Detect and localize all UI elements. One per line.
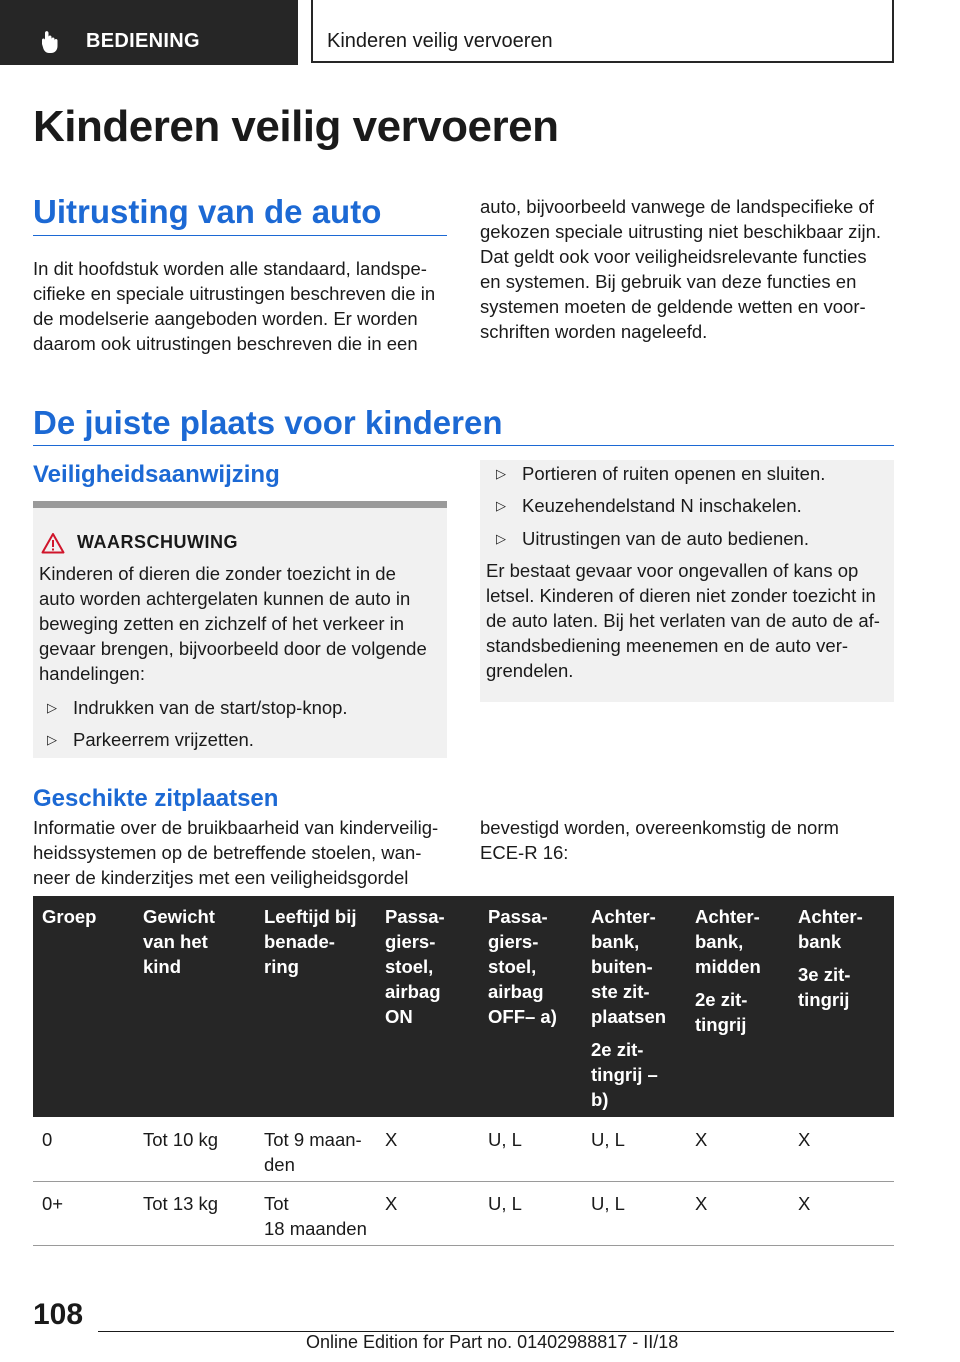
header-line: bank, bbox=[695, 931, 744, 952]
header-line: Groep bbox=[42, 906, 97, 927]
header-line: ste zit‐ bbox=[591, 981, 650, 1002]
warning-triangle-icon bbox=[41, 532, 65, 554]
header-line: Achter‐ bbox=[591, 906, 656, 927]
cell-line: 18 maanden bbox=[264, 1218, 367, 1239]
list-item bbox=[496, 526, 809, 551]
header-line: airbag bbox=[488, 981, 544, 1002]
text-line: auto worden achtergelaten kunnen de auto in bbox=[39, 588, 411, 609]
list-item-text: Keuzehendelstand N inschakelen. bbox=[522, 495, 802, 516]
table-header-cell bbox=[695, 904, 761, 1037]
text-line: In dit hoofdstuk worden alle standaard, landspe‐ bbox=[33, 258, 427, 279]
header-line: Achter‐ bbox=[695, 906, 760, 927]
table-header-cell bbox=[385, 904, 445, 1029]
chapter-label: Kinderen veilig vervoeren bbox=[327, 30, 553, 52]
header-line: 2e zit‐ bbox=[695, 989, 748, 1010]
table-cell bbox=[488, 1127, 522, 1152]
table-cell bbox=[695, 1191, 707, 1216]
text-line: Er bestaat gevaar voor ongevallen of kans op bbox=[486, 560, 859, 581]
table-cell bbox=[42, 1191, 63, 1216]
header-line: stoel, bbox=[385, 956, 434, 977]
table-header bbox=[33, 896, 894, 1117]
bullet-triangle-icon: ▷ bbox=[496, 466, 506, 481]
text-line: beweging zetten en zichzelf of het verkeer in bbox=[39, 613, 405, 634]
list-item-text: Uitrustingen van de auto bedienen. bbox=[522, 528, 809, 549]
header-line: Passa‐ bbox=[488, 906, 548, 927]
text-line: bevestigd worden, overeenkomstig de norm bbox=[480, 817, 839, 838]
table-cell bbox=[695, 1127, 707, 1152]
text-line: de auto laten. Bij het verlaten van de auto de af‐ bbox=[486, 610, 880, 631]
table-cell bbox=[143, 1127, 218, 1152]
text-line: daarom ook uitrustingen beschreven die in een bbox=[33, 333, 418, 354]
cell-line: 0 bbox=[42, 1129, 53, 1150]
warning-box bbox=[33, 508, 447, 758]
header-line: OFF– a) bbox=[488, 1006, 557, 1027]
text-line: Informatie over de bruikbaarheid van kinderveilig‐ bbox=[33, 817, 439, 838]
header-line: 3e zit‐ bbox=[798, 964, 851, 985]
intro-text-col1 bbox=[33, 256, 435, 356]
list-item bbox=[47, 727, 254, 752]
heading-rule bbox=[33, 235, 447, 236]
cell-line: X bbox=[385, 1129, 398, 1150]
header-line: Gewicht bbox=[143, 906, 215, 927]
header-line: tingrij – bbox=[591, 1064, 658, 1085]
table-header-cell bbox=[798, 904, 863, 1012]
header-line bbox=[591, 1029, 666, 1037]
table-cell bbox=[143, 1191, 218, 1216]
header-line: bank, bbox=[591, 931, 640, 952]
text-line: de modelserie aangeboden worden. Er worden bbox=[33, 308, 418, 329]
text-line: standsbediening meenemen en de auto ver‐ bbox=[486, 635, 849, 656]
page-title: Kinderen veilig vervoeren bbox=[33, 102, 559, 151]
header-line: benade‐ bbox=[264, 931, 335, 952]
chapter-header bbox=[311, 0, 894, 63]
header-line: bank bbox=[798, 931, 842, 952]
header-line: tingrij bbox=[695, 1014, 747, 1035]
table-cell bbox=[798, 1127, 810, 1152]
warning-box-continued bbox=[480, 460, 894, 702]
seats-text-col1 bbox=[33, 815, 438, 890]
table-header-cell bbox=[488, 904, 557, 1029]
cell-line: 0+ bbox=[42, 1193, 64, 1214]
text-line: handelingen: bbox=[39, 663, 145, 684]
header-line: kind bbox=[143, 956, 182, 977]
list-item-text: Indrukken van de start/stop-knop. bbox=[73, 697, 348, 718]
section-tab bbox=[0, 0, 298, 65]
table-cell bbox=[385, 1191, 397, 1216]
cell-line: U, L bbox=[591, 1193, 625, 1214]
cell-line: Tot 10 kg bbox=[143, 1129, 219, 1150]
cell-line: X bbox=[798, 1129, 811, 1150]
bullet-triangle-icon: ▷ bbox=[47, 700, 57, 715]
header-line: midden bbox=[695, 956, 761, 977]
table-cell bbox=[798, 1191, 810, 1216]
header-line: van het bbox=[143, 931, 208, 952]
text-line: letsel. Kinderen of dieren niet zonder toezicht in bbox=[486, 585, 876, 606]
warning-bar bbox=[33, 501, 447, 508]
hand-pointer-icon bbox=[38, 27, 66, 55]
seats-text-col2 bbox=[480, 815, 839, 865]
header-line: buiten‐ bbox=[591, 956, 653, 977]
cell-line: den bbox=[264, 1154, 295, 1175]
cell-line: X bbox=[695, 1193, 708, 1214]
header-line: airbag bbox=[385, 981, 441, 1002]
intro-text-col2 bbox=[480, 194, 881, 344]
list-item bbox=[496, 493, 802, 518]
bullet-triangle-icon: ▷ bbox=[496, 498, 506, 513]
text-line: grendelen. bbox=[486, 660, 574, 681]
header-line: giers‐ bbox=[488, 931, 539, 952]
text-line: Kinderen of dieren die zonder toezicht in de bbox=[39, 563, 396, 584]
table-cell bbox=[591, 1191, 625, 1216]
bullet-triangle-icon: ▷ bbox=[47, 732, 57, 747]
section-tab-label: BEDIENING bbox=[86, 30, 200, 52]
warning-closing-text bbox=[486, 558, 880, 683]
row-divider bbox=[33, 1181, 894, 1182]
page-number: 108 bbox=[33, 1298, 84, 1331]
text-line: neer de kinderzitjes met een veiligheidsgordel bbox=[33, 867, 409, 888]
table-header-cell bbox=[143, 904, 215, 979]
table-cell bbox=[385, 1127, 397, 1152]
list-item bbox=[496, 461, 825, 486]
text-line: ECE-R 16: bbox=[480, 842, 569, 863]
warning-label: WAARSCHUWING bbox=[77, 532, 238, 552]
text-line: cifieke en speciale uitrustingen beschreven die in bbox=[33, 283, 436, 304]
text-line: en systemen. Bij gebruik van deze functies en bbox=[480, 271, 857, 292]
cell-line: U, L bbox=[488, 1193, 522, 1214]
text-line: heidssystemen op de betreffende stoelen, wan‐ bbox=[33, 842, 422, 863]
text-line: systemen moeten de geldende wetten en voor‐ bbox=[480, 296, 866, 317]
cell-line: Tot 13 kg bbox=[143, 1193, 219, 1214]
table-cell bbox=[264, 1191, 367, 1241]
header-line: Achter‐ bbox=[798, 906, 863, 927]
cell-line: U, L bbox=[488, 1129, 522, 1150]
table-cell bbox=[488, 1191, 522, 1216]
header-line: Leeftijd bij bbox=[264, 906, 357, 927]
cell-line: X bbox=[695, 1129, 708, 1150]
cell-line: Tot 9 maan‐ bbox=[264, 1129, 362, 1150]
cell-line: U, L bbox=[591, 1129, 625, 1150]
footer-edition: Online Edition for Part no. 01402988817 - II/18 bbox=[306, 1332, 679, 1352]
header-line: tingrij bbox=[798, 989, 850, 1010]
header-line: 2e zit‐ bbox=[591, 1039, 644, 1060]
cell-line: Tot bbox=[264, 1193, 289, 1214]
header-line: giers‐ bbox=[385, 931, 436, 952]
table-cell bbox=[42, 1127, 52, 1152]
table-header-cell bbox=[42, 904, 96, 929]
list-item-text: Parkeerrem vrijzetten. bbox=[73, 729, 254, 750]
table-header-cell bbox=[591, 904, 666, 1112]
cell-line: X bbox=[798, 1193, 811, 1214]
text-line: Dat geldt ook voor veiligheidsrelevante functies bbox=[480, 246, 867, 267]
subheading-safety: Veiligheidsaanwijzing bbox=[33, 461, 280, 488]
warning-text bbox=[39, 561, 441, 686]
header-line: stoel, bbox=[488, 956, 537, 977]
table-cell bbox=[591, 1127, 625, 1152]
header-line bbox=[798, 954, 863, 962]
text-line: schriften worden nageleefd. bbox=[480, 321, 708, 342]
heading-rule bbox=[33, 445, 894, 446]
cell-line: X bbox=[385, 1193, 398, 1214]
header-line: Passa‐ bbox=[385, 906, 445, 927]
text-line: gevaar brengen, bijvoorbeeld door de volgende bbox=[39, 638, 427, 659]
text-line: auto, bijvoorbeeld vanwege de landspecifieke of bbox=[480, 196, 874, 217]
table-header-cell bbox=[264, 904, 357, 979]
header-line: plaatsen bbox=[591, 1006, 667, 1027]
section-heading-child-seats: De juiste plaats voor kinderen bbox=[33, 404, 503, 441]
header-line bbox=[695, 979, 761, 987]
section-heading-equipment: Uitrusting van de auto bbox=[33, 193, 382, 230]
bullet-triangle-icon: ▷ bbox=[496, 531, 506, 546]
row-divider bbox=[33, 1245, 894, 1246]
list-item-text: Portieren of ruiten openen en sluiten. bbox=[522, 463, 826, 484]
header-line: b) bbox=[591, 1089, 609, 1110]
header-line: ring bbox=[264, 956, 299, 977]
list-item bbox=[47, 695, 348, 720]
header-line: ON bbox=[385, 1006, 413, 1027]
subheading-seats: Geschikte zitplaatsen bbox=[33, 785, 279, 812]
table-cell bbox=[264, 1127, 362, 1177]
text-line: gekozen speciale uitrusting niet beschikbaar zijn. bbox=[480, 221, 882, 242]
